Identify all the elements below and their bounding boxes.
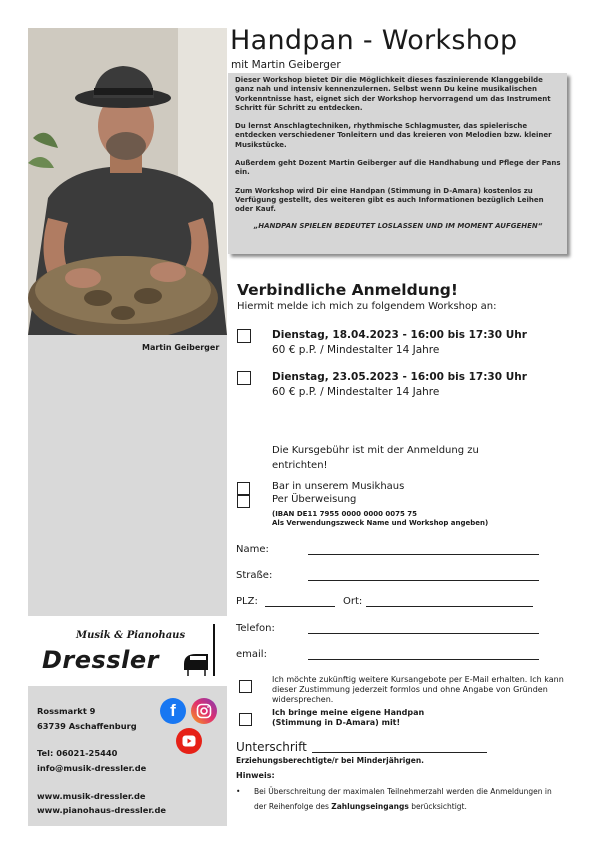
street-label: Straße:	[236, 570, 273, 581]
description-box	[228, 73, 567, 254]
address-street: Rossmarkt 9	[37, 706, 96, 716]
facebook-icon[interactable]: f	[160, 698, 186, 724]
date-1-checkbox[interactable]	[237, 329, 251, 343]
date-2-price: 60 € p.P. / Mindestalter 14 Jahre	[272, 386, 440, 398]
newsletter-checkbox[interactable]	[239, 680, 252, 693]
zip-field[interactable]	[265, 606, 335, 607]
iban-line: Als Verwendungszweck Name und Workshop angeben)	[272, 519, 489, 527]
own-handpan-label	[272, 708, 424, 728]
pay-cash-checkbox[interactable]	[237, 482, 250, 495]
phone-field[interactable]	[308, 633, 539, 634]
city-field[interactable]	[366, 606, 533, 607]
zip-label: PLZ:	[236, 596, 258, 607]
page-subtitle: mit Martin Geiberger	[231, 59, 341, 71]
description-paragraph: Außerdem geht Dozent Martin Geiberger auf die Handhabung und Pflege der Pans ein.	[235, 159, 561, 177]
name-label: Name:	[236, 544, 269, 555]
iban-line: (IBAN DE11 7955 0000 0000 0075 75	[272, 510, 418, 518]
description-paragraph: Du lernst Anschlagtechniken, rhythmische Schlagmuster, das spielerische entdecken verschiedener Tonleitern und das kreieren von Melodien bzw. kleiner Musikstücke.	[235, 122, 552, 149]
date-1-label: Dienstag, 18.04.2023 - 16:00 bis 17:30 Uhr	[272, 329, 527, 341]
website-link-2[interactable]: www.pianohaus-dressler.de	[37, 805, 167, 815]
hint-main: Bei Überschreitung der maximalen Teilnehmerzahl werden die Anmeldungen in der Reihenfolge des	[254, 787, 552, 811]
guardian-note: Erziehungsberechtigte/r bei Minderjährigen.	[236, 756, 425, 765]
phone-number: Tel: 06021-25440	[37, 748, 118, 758]
description-paragraph: Zum Workshop wird Dir eine Handpan (Stimmung in D-Amara) kostenlos zu Verfügung gestellt, des weiteren gibt es auch Informationen bezüglich Leihen oder Kauf.	[235, 186, 544, 214]
pay-transfer-label: Per Überweisung	[272, 494, 357, 505]
bullet-icon: •	[236, 787, 241, 796]
email-field[interactable]	[308, 659, 539, 660]
own-handpan-line: Ich bringe meine eigene Handpan	[272, 708, 425, 717]
email-label: email:	[236, 649, 267, 660]
hint-end: berücksichtigt.	[411, 802, 467, 811]
fee-note: Die Kursgebühr ist mit der Anmeldung zu entrichten!	[272, 445, 479, 471]
address-city: 63739 Aschaffenburg	[37, 721, 137, 731]
website-link-1[interactable]: www.musik-dressler.de	[37, 791, 146, 801]
hint-text	[236, 784, 566, 814]
registration-subtitle: Hiermit melde ich mich zu folgendem Workshop an:	[237, 301, 497, 312]
street-field[interactable]	[308, 580, 539, 581]
logo-tagline: Musik & Pianohaus	[76, 630, 186, 641]
date-2-checkbox[interactable]	[237, 371, 251, 385]
date-1-price: 60 € p.P. / Mindestalter 14 Jahre	[272, 344, 440, 356]
name-field[interactable]	[308, 554, 539, 555]
piano-icon	[178, 620, 218, 680]
instagram-icon[interactable]	[191, 698, 217, 724]
iban-note	[272, 510, 488, 528]
city-label: Ort:	[343, 596, 363, 607]
photo-caption: Martin Geiberger	[142, 343, 220, 352]
own-handpan-line: (Stimmung in D-Amara) mit!	[272, 718, 401, 727]
logo-name: Dressler	[42, 646, 159, 674]
newsletter-consent: Ich möchte zukünftig weitere Kursangebote per E-Mail erhalten. Ich kann dieser Zustimmung jederzeit formlos und ohne Angabe von Gründen widersprechen.	[272, 675, 564, 704]
signature-field[interactable]	[312, 752, 487, 753]
hint-title: Hinweis:	[236, 771, 275, 780]
youtube-icon[interactable]	[176, 728, 202, 754]
instructor-photo	[28, 28, 227, 335]
description-quote: „HANDPAN SPIELEN BEDEUTET LOSLASSEN UND IM MOMENT AUFGEHEN“	[253, 221, 543, 230]
registration-title: Verbindliche Anmeldung!	[237, 281, 458, 299]
pay-cash-label: Bar in unserem Musikhaus	[272, 481, 405, 492]
phone-label: Telefon:	[236, 623, 275, 634]
company-logo	[28, 616, 227, 686]
own-handpan-checkbox[interactable]	[239, 713, 252, 726]
page-title: Handpan - Workshop	[230, 25, 518, 56]
description-paragraph: Dieser Workshop bietet Dir die Möglichkeit dieses faszinierende Klanggebilde ganz nah und intensiv kennenzulernen. Selbst wenn Du keine musikalischen Vorkenntnisse hast, eignet sich der Workshop hervorragend um das Instrument Schritt für Schritt zu entdecken.	[235, 76, 551, 112]
email-link[interactable]: info@musik-dressler.de	[37, 763, 147, 773]
hint-bold: Zahlungseingangs	[331, 802, 409, 811]
signature-label: Unterschrift	[236, 740, 307, 754]
pay-transfer-checkbox[interactable]	[237, 495, 250, 508]
date-2-label: Dienstag, 23.05.2023 - 16:00 bis 17:30 Uhr	[272, 371, 527, 383]
